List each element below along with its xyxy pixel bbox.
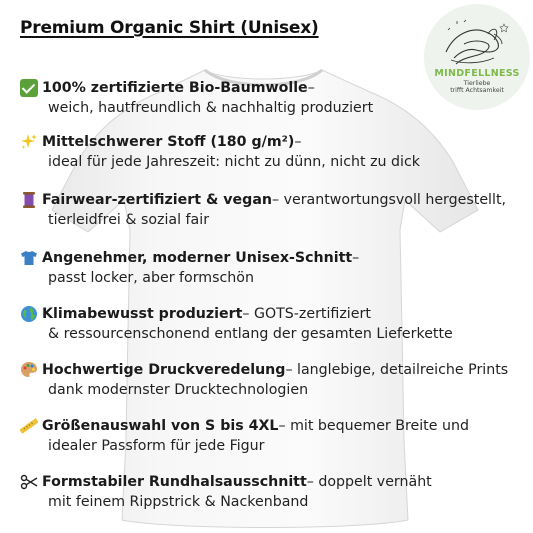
palette-icon xyxy=(20,361,38,379)
feature-item: 100% zertifizierte Bio-Baumwolle – weich, hautfreundlich & nachhaltig produziert xyxy=(20,78,520,118)
globe-icon xyxy=(20,305,38,323)
check-icon xyxy=(20,79,38,97)
feature-item: Angenehmer, moderner Unisex-Schnitt – passt locker, aber formschön xyxy=(20,248,520,288)
sparkles-icon xyxy=(20,133,38,151)
feature-item: Hochwertige Druckveredelung – langlebige, detailreiche Prints dank modernster Drucktechnologien xyxy=(20,360,520,400)
feature-item: Fairwear-zertifiziert & vegan – verantwortungsvoll hergestellt, tierleidfrei & sozial fair xyxy=(20,190,520,230)
page-title: Premium Organic Shirt (Unisex) xyxy=(20,18,319,38)
thread-spool-icon xyxy=(20,191,38,209)
feature-item: Mittelschwerer Stoff (180 g/m²) – ideal für jede Jahreszeit: nicht zu dünn, nicht zu dick xyxy=(20,132,520,172)
ruler-icon xyxy=(20,417,38,435)
logo-tagline: Tierliebe trifft Achtsamkeit xyxy=(450,80,504,94)
scissors-icon xyxy=(20,473,38,491)
feature-item: Klimabewusst produziert – GOTS-zertifiziert & ressourcenschonend entlang der gesamten Lieferkette xyxy=(20,304,520,344)
tshirt-icon xyxy=(20,249,38,267)
feature-item: Formstabiler Rundhalsausschnitt – doppelt vernäht mit feinem Rippstrick & Nackenband xyxy=(20,472,520,512)
logo-brand-name: MINDFELLNESS xyxy=(434,68,520,79)
feature-item: Größenauswahl von S bis 4XL – mit bequemer Breite und idealer Passform für jede Figur xyxy=(20,416,520,456)
